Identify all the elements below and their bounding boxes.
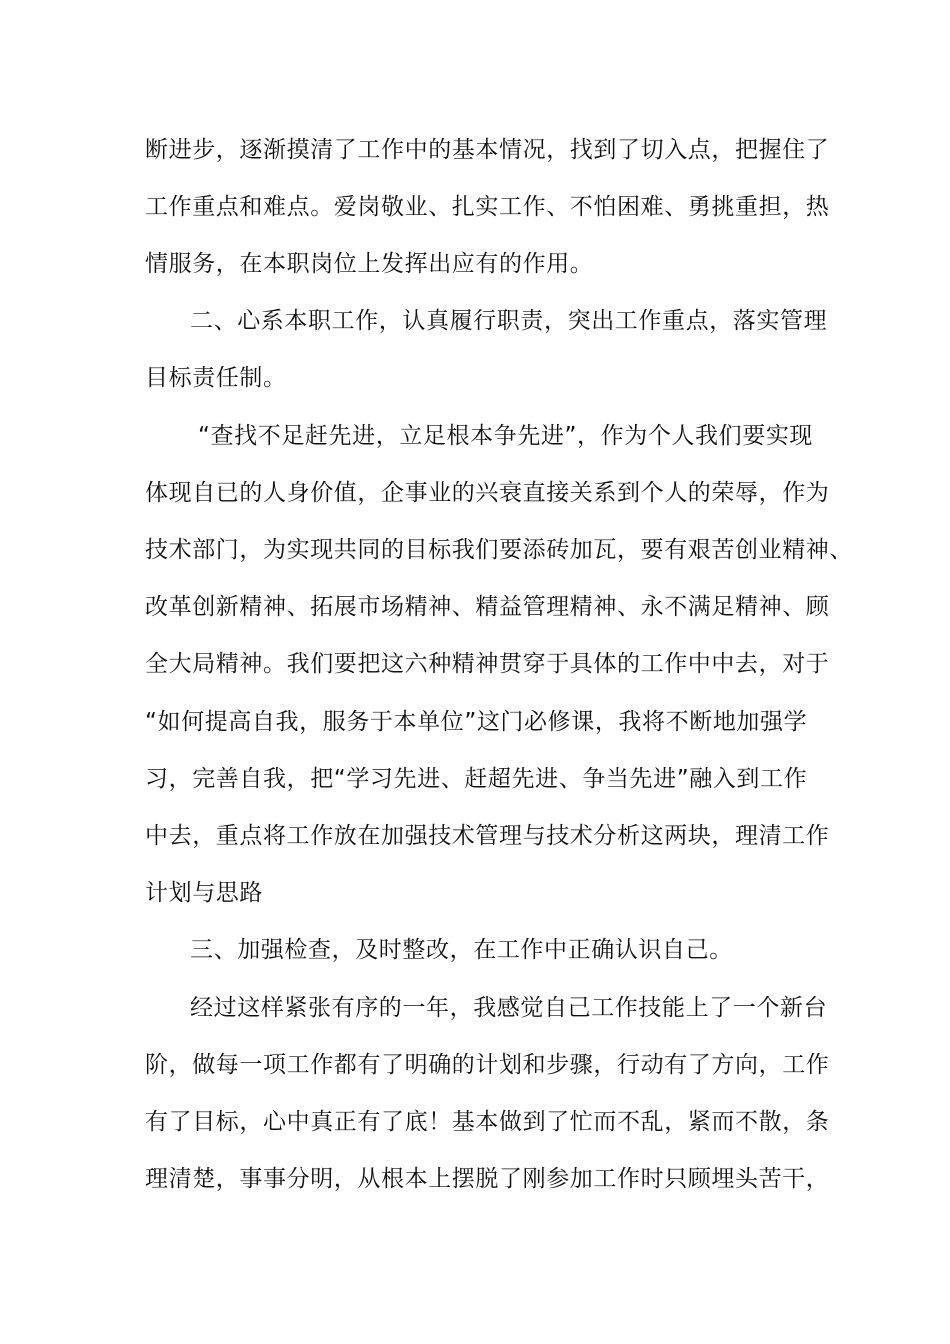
text-line: 计划与思路 xyxy=(145,880,263,906)
text-line: “查找不足赶先进，立足根本争先进”，作为个人我们要实现 xyxy=(198,423,814,449)
text-line: 体现自已的人身价值，企事业的兴衰直接关系到个人的荣辱，作为 xyxy=(145,480,830,506)
text-line: 理清楚，事事分明，从根本上摆脱了刚参加工作时只顾埋头苦干， xyxy=(145,1166,830,1192)
text-line: 中去，重点将工作放在加强技术管理与技术分析这两块，理清工作 xyxy=(145,823,830,849)
text-line: 改革创新精神、拓展市场精神、精益管理精神、永不满足精神、顾 xyxy=(145,594,830,620)
text-line: 习，完善自我，把“学习先进、赶超先进、争当先进”融入到工作 xyxy=(145,766,808,792)
text-line: 三、加强检查，及时整改，在工作中正确认识自己。 xyxy=(190,937,733,963)
text-line: 阶，做每一项工作都有了明确的计划和步骤，行动有了方向，工作 xyxy=(145,1052,830,1078)
text-line: 目标责任制。 xyxy=(145,365,287,391)
text-line: 技术部门，为实现共同的目标我们要添砖加瓦，要有艰苦创业精神、 xyxy=(145,537,853,563)
text-line: “如何提高自我，服务于本单位”这门必修课，我将不断地加强学 xyxy=(145,709,808,735)
text-line: 二、心系本职工作，认真履行职责，突出工作重点，落实管理 xyxy=(190,308,828,334)
text-line: 有了目标，心中真正有了底！基本做到了忙而不乱，紧而不散，条 xyxy=(145,1109,830,1135)
text-line: 经过这样紧张有序的一年，我感觉自己工作技能上了一个新台 xyxy=(190,995,828,1021)
text-line: 工作重点和难点。爱岗敬业、扎实工作、不怕困难、勇挑重担，热 xyxy=(145,194,830,220)
text-line: 情服务，在本职岗位上发挥出应有的作用。 xyxy=(145,251,594,277)
text-line: 断进步，逐渐摸清了工作中的基本情况，找到了切入点，把握住了 xyxy=(145,137,830,163)
text-line: 全大局精神。我们要把这六种精神贯穿于具体的工作中中去，对于 xyxy=(145,651,830,677)
